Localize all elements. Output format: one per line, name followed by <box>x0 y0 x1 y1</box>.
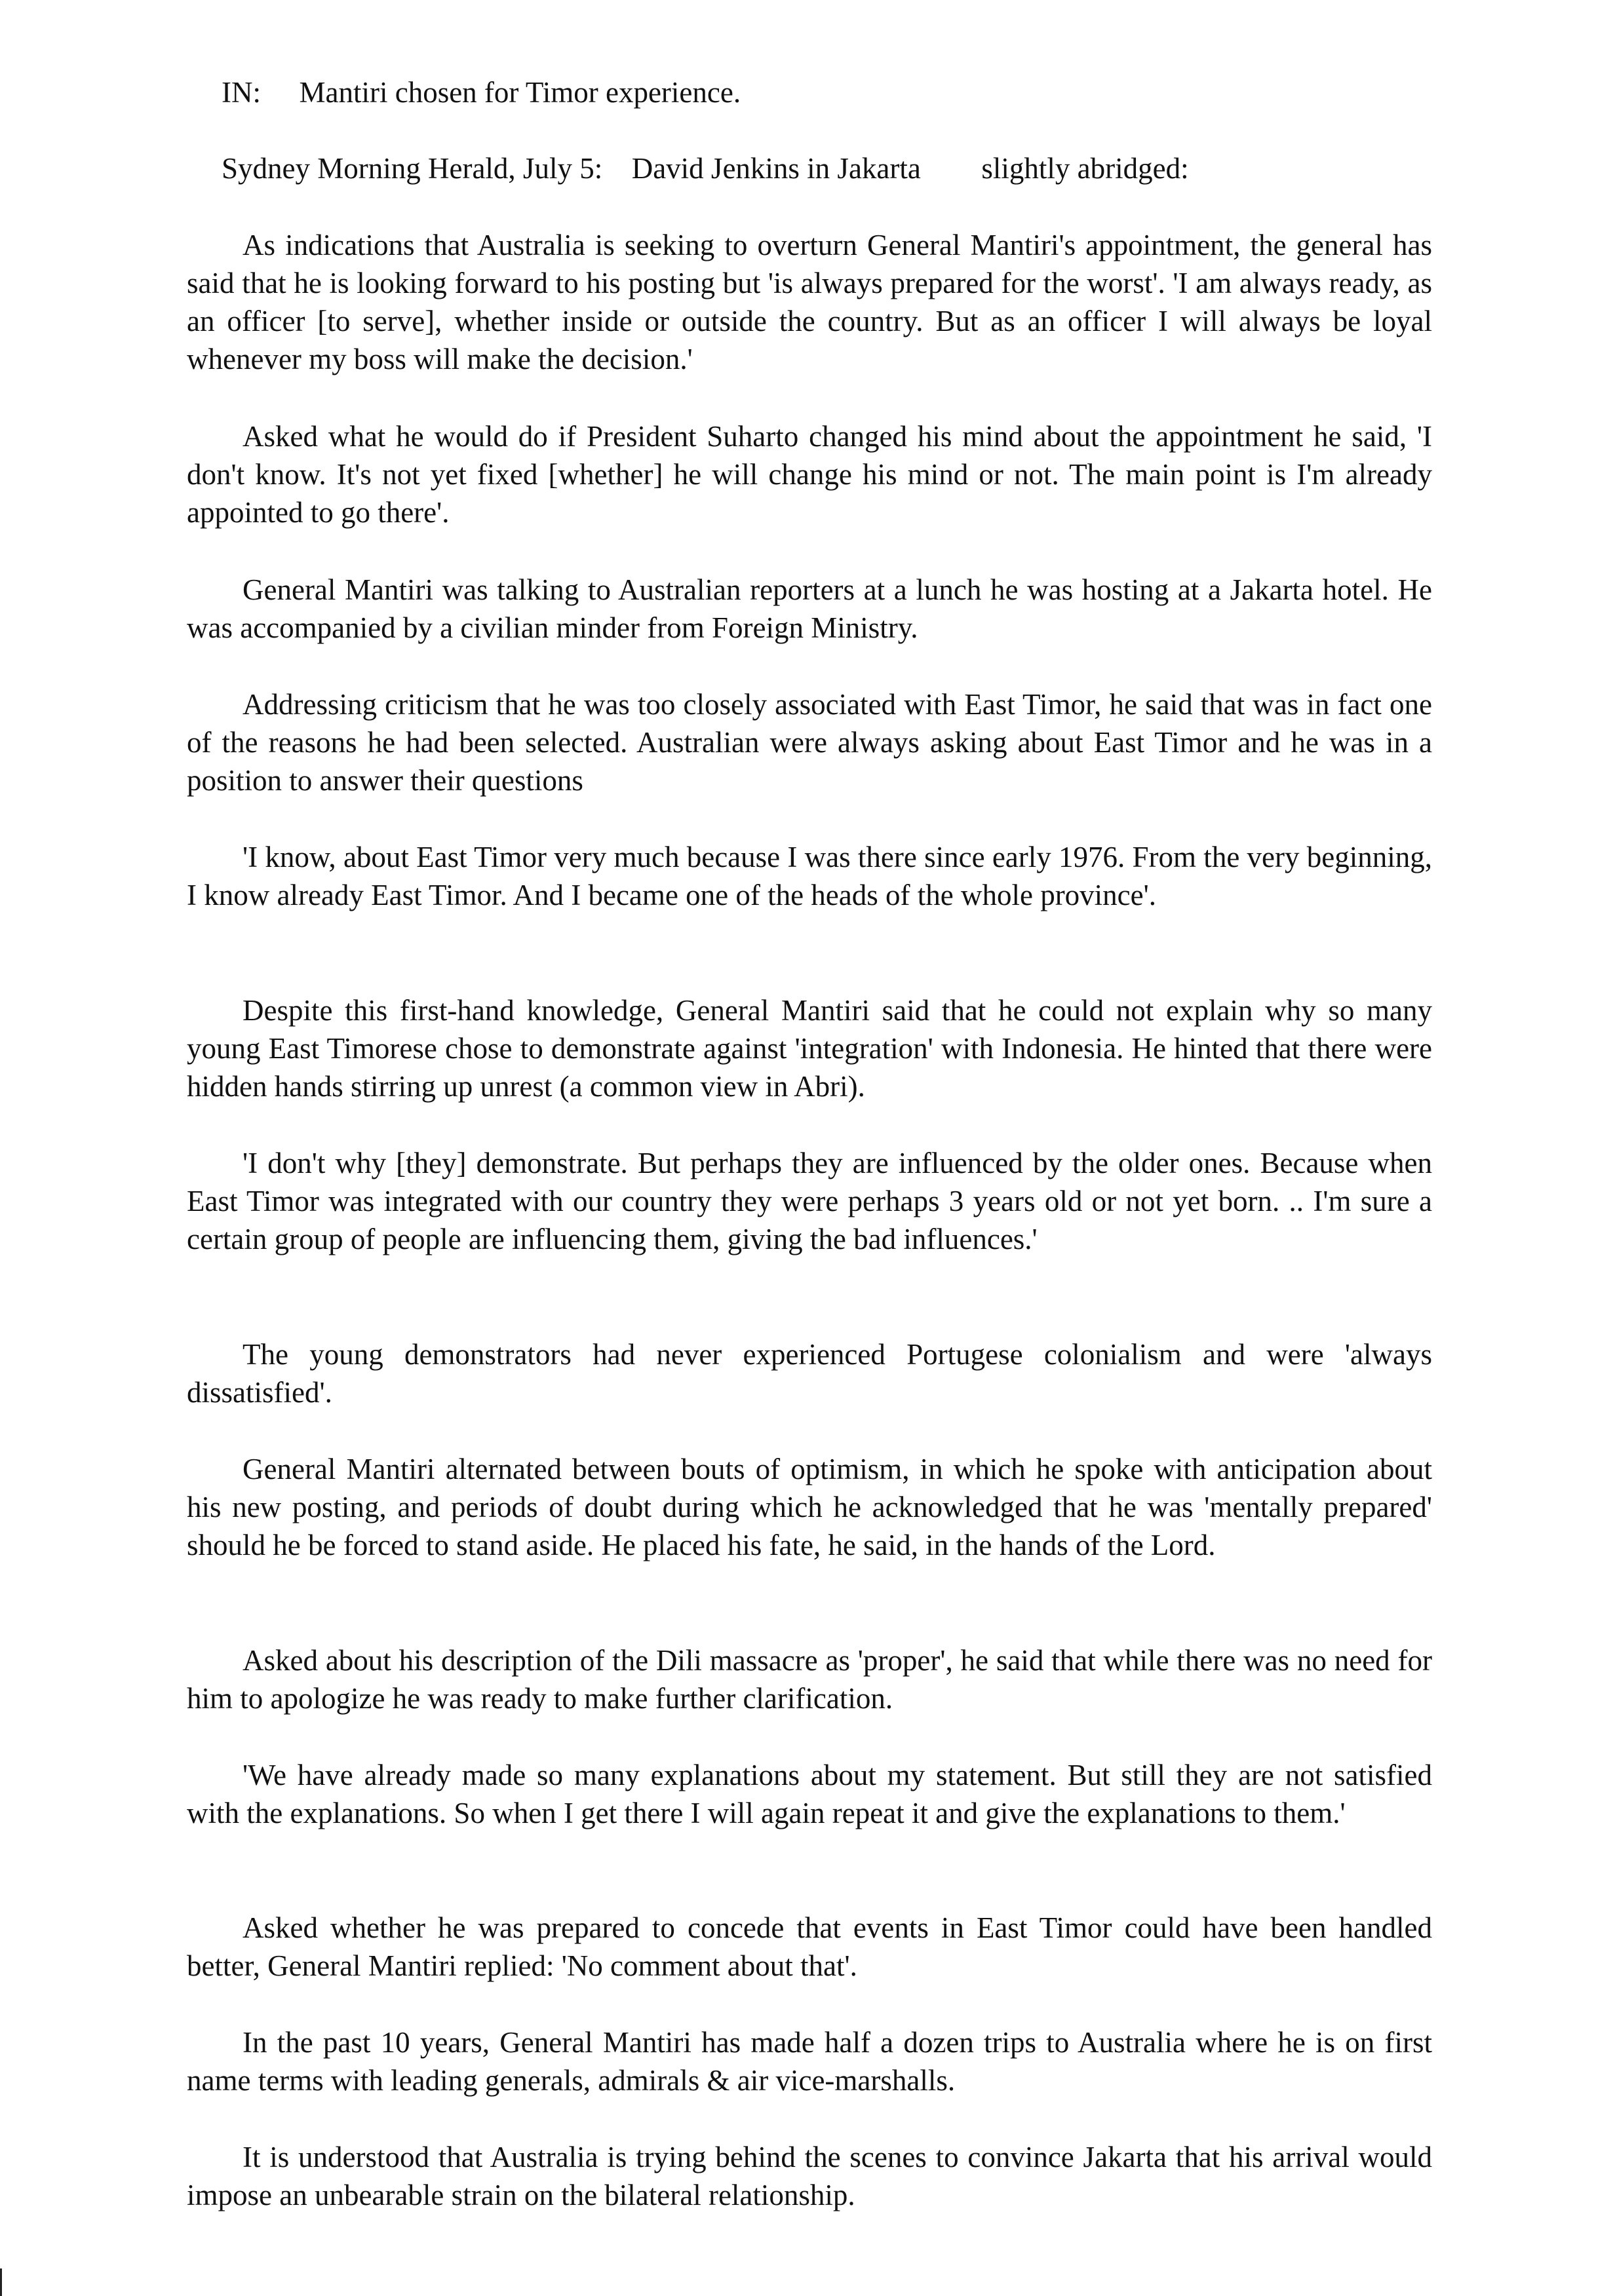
scan-edge-mark <box>0 2268 2 2296</box>
paragraph-6: Despite this first-hand knowledge, General Mantiri said that he could not explain why so many young East Timorese chose to demonstrate against 'integration' with Indonesia. He hinted that there were hidden hands stirring up unrest (a common view in Abri). <box>187 994 1432 1103</box>
paragraph-14: It is understood that Australia is trying behind the scenes to convince Jakarta that his arrival would impose an unbearable strain on the bilateral relationship. <box>187 2141 1432 2211</box>
source-publication: Sydney Morning Herald, July 5: <box>222 152 603 185</box>
paragraph-9: General Mantiri alternated between bouts of optimism, in which he spoke with anticipation about his new posting, and periods of doubt during which he acknowledged that he was 'mentally prepared' should he be forced to stand aside. He placed his fate, he said, in the hands of the Lord. <box>187 1453 1432 1561</box>
paragraph-3: General Mantiri was talking to Australian reporters at a lunch he was hosting at a Jakarta hotel. He was accompanied by a civilian minder from Foreign Ministry. <box>187 573 1432 644</box>
paragraph-11: 'We have already made so many explanations about my statement. But still they are not satisfied with the explanations. So when I get there I will again repeat it and give the explanations to them.' <box>187 1759 1432 1829</box>
paragraph-5: 'I know, about East Timor very much because I was there since early 1976. From the very beginning, I know already East Timor. And I became one of the heads of the whole province'. <box>187 841 1432 911</box>
paragraph-10: Asked about his description of the Dili massacre as 'proper', he said that while there was no need for him to apologize he was ready to make further clarification. <box>187 1644 1432 1715</box>
paragraph-12: Asked whether he was prepared to concede that events in East Timor could have been handled better, General Mantiri replied: 'No comment about that'. <box>187 1911 1432 1982</box>
abridged-note: slightly abridged: <box>981 152 1189 185</box>
header-in-line <box>222 73 741 111</box>
in-label: IN: <box>222 76 261 109</box>
source-line <box>222 149 1189 187</box>
paragraph-13: In the past 10 years, General Mantiri has made half a dozen trips to Australia where he is on first name terms with leading generals, admirals & air vice-marshalls. <box>187 2026 1432 2097</box>
paragraph-4: Addressing criticism that he was too closely associated with East Timor, he said that was in fact one of the reasons he had been selected. Australian were always asking about East Timor and he was in a position to answer their questions <box>187 688 1432 797</box>
article-title: Mantiri chosen for Timor experience. <box>299 76 741 109</box>
paragraph-8: The young demonstrators had never experienced Portugese colonialism and were 'always dissatisfied'. <box>187 1338 1432 1409</box>
paragraph-7: 'I don't why [they] demonstrate. But perhaps they are influenced by the older ones. Because when East Timor was integrated with our country they were perhaps 3 years old or not yet born. .. I'm sure a certain group of people are influencing them, giving the bad influences.' <box>187 1147 1432 1255</box>
paragraph-2: Asked what he would do if President Suharto changed his mind about the appointment he said, 'I don't know. It's not yet fixed [whether] he will change his mind or not. The main point is I'm already appointed to go there'. <box>187 420 1432 529</box>
paragraph-1: As indications that Australia is seeking to overturn General Mantiri's appointment, the general has said that he is looking forward to his posting but 'is always prepared for the worst'. 'I am always ready, as an officer [to serve], whether inside or outside the country. But as an officer I will always be loyal whenever my boss will make the decision.' <box>187 229 1432 375</box>
author-byline: David Jenkins in Jakarta <box>631 152 921 185</box>
